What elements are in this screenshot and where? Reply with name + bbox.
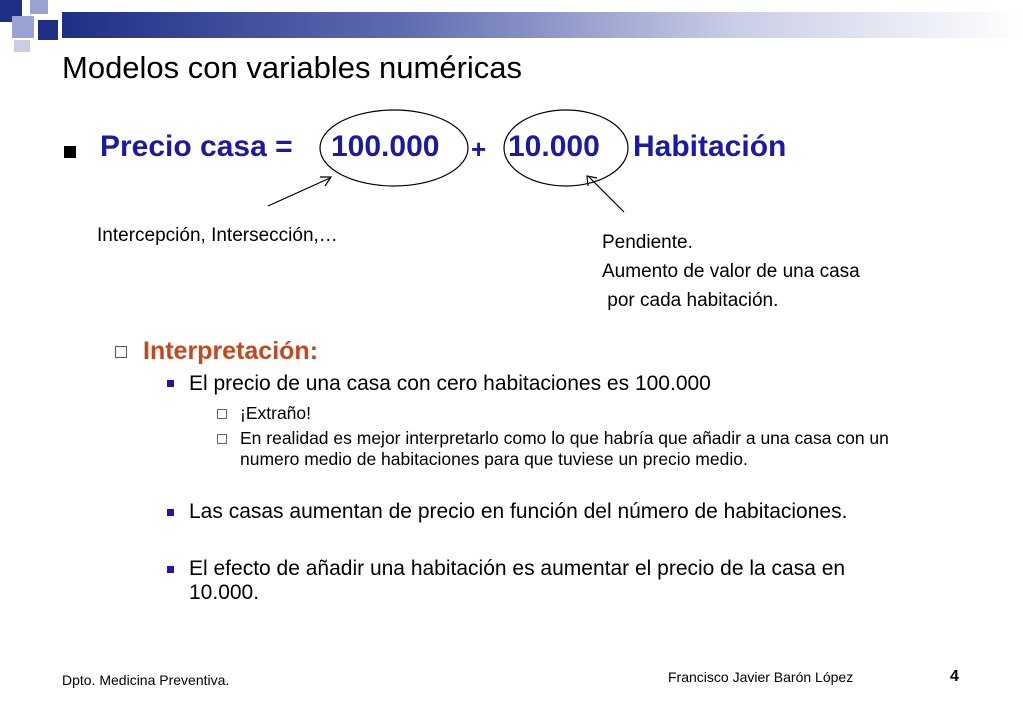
slope-annotation-line-2: Aumento de valor de una casa: [602, 261, 860, 282]
item-2: Las casas aumentan de precio en función del número de habitaciones.: [189, 500, 848, 523]
formula-plus: +: [471, 134, 487, 164]
subitem-bullet-1: [217, 409, 227, 419]
slope-arrow: [587, 176, 624, 212]
item-bullet-2: [167, 509, 174, 516]
item-1: El precio de una casa con cero habitaciones es 100.000: [189, 372, 711, 395]
footer-department: Dpto. Medicina Preventiva.: [62, 672, 230, 688]
intercept-annotation: Intercepción, Intersección,…: [97, 225, 338, 246]
footer-author: Francisco Javier Barón López: [668, 669, 854, 685]
subitem-bullet-2: [217, 434, 227, 444]
formula-slope: 10.000: [508, 130, 600, 163]
page-number: 4: [950, 668, 959, 685]
section-bullet-box: [115, 346, 127, 358]
subitem-1: ¡Extraño!: [240, 403, 311, 423]
slope-ellipse: [504, 110, 628, 186]
intercept-ellipse: [320, 110, 468, 186]
item-bullet-1: [167, 380, 174, 387]
item-3: El efecto de añadir una habitación es aumentar el precio de la casa en 10.000.: [189, 557, 846, 604]
formula-intercept: 100.000: [331, 130, 440, 163]
formula-lhs: Precio casa =: [100, 130, 293, 163]
slope-annotation-line-1: Pendiente.: [602, 232, 693, 253]
subitem-2: En realidad es mejor interpretarlo como lo que habría que añadir a una casa con un numero medio de habitaciones para que tuviese un precio medio.: [240, 428, 889, 469]
slide-title: Modelos con variables numéricas: [62, 50, 523, 85]
slope-annotation-line-3: por cada habitación.: [602, 290, 779, 311]
section-heading: Interpretación:: [143, 337, 319, 365]
intercept-arrow: [268, 177, 331, 206]
item-bullet-3: [167, 566, 174, 573]
formula-variable: Habitación: [633, 130, 787, 163]
